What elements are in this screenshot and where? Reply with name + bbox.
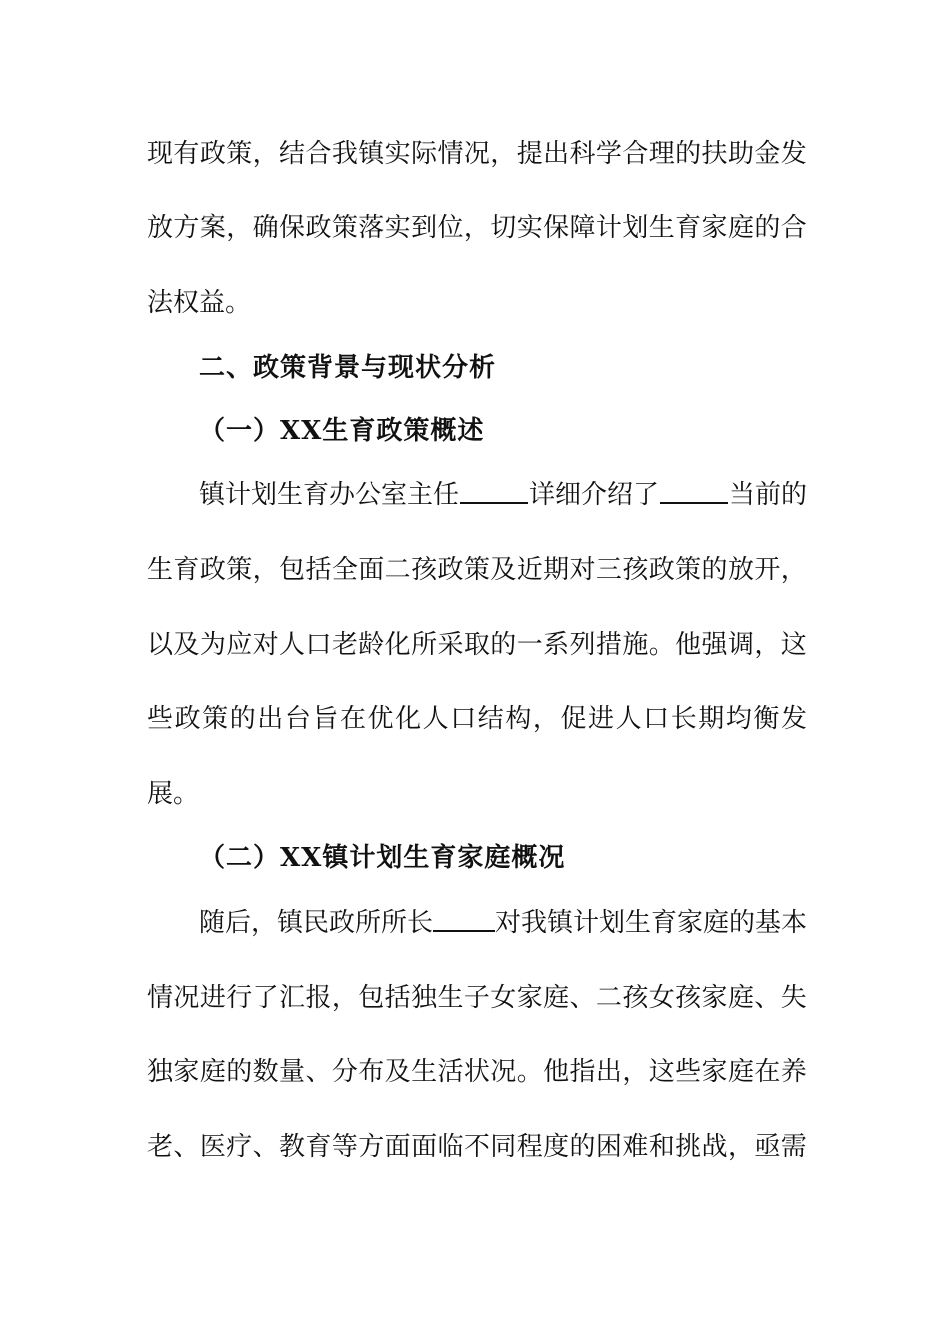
text-char: 确 — [252, 213, 279, 243]
text-char: 家 — [173, 1057, 200, 1087]
text-char: 孩 — [622, 983, 649, 1013]
text-char: 医 — [199, 1132, 226, 1162]
paragraph-line — [147, 213, 807, 243]
text-char: 、 — [252, 1132, 279, 1162]
text-char: 长 — [670, 704, 697, 734]
text-char: 状 — [463, 1057, 490, 1087]
text-char: 庭 — [543, 983, 570, 1013]
text-char: 临 — [437, 1132, 464, 1162]
text-char: 在 — [339, 704, 366, 734]
text-char: 的 — [490, 630, 517, 660]
text-char: 政 — [648, 555, 675, 585]
text-char: 开 — [754, 555, 781, 585]
text-char: 家 — [516, 983, 543, 1013]
text-char: 提 — [516, 139, 543, 169]
text-char: 进 — [199, 983, 226, 1013]
text-char: 出 — [257, 704, 284, 734]
text-char: 际 — [411, 139, 438, 169]
text-char: 老 — [331, 630, 358, 660]
text-char: ， — [727, 1132, 754, 1162]
text-char: 面 — [411, 1132, 438, 1162]
text-char: 庭 — [727, 1057, 754, 1087]
text-char: 情 — [437, 139, 464, 169]
text-char: 全 — [331, 555, 358, 585]
paragraph-text: 镇计划生育办公室主任 — [199, 480, 460, 510]
text-char: 二 — [595, 983, 622, 1013]
text-char: 优 — [367, 704, 394, 734]
text-char: 一 — [516, 630, 543, 660]
text-char: 及 — [490, 555, 517, 585]
text-char: 人 — [279, 630, 306, 660]
paragraph-line-with-blanks — [199, 908, 807, 938]
text-char: 养 — [780, 1057, 807, 1087]
text-char: 保 — [279, 213, 306, 243]
paragraph-text: 详细介绍了 — [528, 480, 659, 510]
paragraph-text: 随后，镇民政所所长 — [199, 908, 434, 938]
text-char: 障 — [569, 213, 596, 243]
text-char: 策 — [226, 139, 253, 169]
text-char: 括 — [384, 983, 411, 1013]
text-char: 对 — [252, 630, 279, 660]
text-char: 取 — [463, 630, 490, 660]
text-char: 发 — [780, 139, 807, 169]
text-char: 育 — [675, 213, 702, 243]
text-char: 期 — [698, 704, 725, 734]
text-char: 施 — [622, 630, 649, 660]
text-char: 促 — [560, 704, 587, 734]
paragraph-text: 当前的 — [728, 480, 807, 510]
paragraph-line — [147, 630, 807, 660]
text-char: 的 — [701, 555, 728, 585]
text-char: 实 — [384, 213, 411, 243]
text-char: 了 — [252, 983, 279, 1013]
text-char: 亟 — [754, 1132, 781, 1162]
text-char: 策 — [331, 213, 358, 243]
text-char: 生 — [411, 1057, 438, 1087]
text-char: 旨 — [312, 704, 339, 734]
text-char: 些 — [147, 704, 174, 734]
text-char: 调 — [727, 630, 754, 660]
text-char: 所 — [411, 630, 438, 660]
text-char: 案 — [199, 213, 226, 243]
text-char: 到 — [411, 213, 438, 243]
text-char: ， — [532, 704, 559, 734]
text-char: 的 — [226, 1057, 253, 1087]
text-char: 独 — [411, 983, 438, 1013]
text-char: 不 — [463, 1132, 490, 1162]
text-char: 、 — [305, 1057, 332, 1087]
text-char: 他 — [543, 1057, 570, 1087]
text-char: 他 — [675, 630, 702, 660]
text-char: 活 — [437, 1057, 464, 1087]
text-char: 策 — [202, 704, 229, 734]
text-char: 方 — [358, 1132, 385, 1162]
text-char: 镇 — [358, 139, 385, 169]
text-char: 台 — [284, 704, 311, 734]
text-char: 的 — [569, 1132, 596, 1162]
text-char: 布 — [358, 1057, 385, 1087]
text-char: 衡 — [753, 704, 780, 734]
text-char: 口 — [450, 704, 477, 734]
text-char: 生 — [648, 213, 675, 243]
text-char: 化 — [395, 704, 422, 734]
text-char: 为 — [199, 630, 226, 660]
text-char: 况 — [463, 139, 490, 169]
text-char: 口 — [643, 704, 670, 734]
text-char: 行 — [226, 983, 253, 1013]
text-char: 口 — [305, 630, 332, 660]
text-char: ， — [622, 1057, 649, 1087]
fill-in-blank — [433, 908, 495, 932]
text-char: 结 — [477, 704, 504, 734]
fill-in-blank — [660, 480, 728, 504]
text-char: ， — [226, 213, 253, 243]
text-char: 庭 — [727, 983, 754, 1013]
text-char: 孩 — [675, 983, 702, 1013]
text-char: 。 — [648, 630, 675, 660]
text-char: 政 — [174, 704, 201, 734]
text-char: 同 — [490, 1132, 517, 1162]
text-char: 和 — [648, 1132, 675, 1162]
text-char: 生 — [437, 983, 464, 1013]
text-char: 教 — [279, 1132, 306, 1162]
text-char: 家 — [701, 1057, 728, 1087]
fill-in-blank — [460, 480, 528, 504]
text-char: 需 — [780, 1132, 807, 1162]
text-char: 况 — [173, 983, 200, 1013]
text-char: 采 — [437, 630, 464, 660]
text-char: 独 — [147, 1057, 174, 1087]
text-char: 金 — [754, 139, 781, 169]
text-char: 三 — [595, 555, 622, 585]
text-char: ， — [780, 555, 807, 585]
text-char: ， — [252, 139, 279, 169]
text-char: ， — [252, 555, 279, 585]
text-char: 助 — [727, 139, 754, 169]
text-char: 生 — [147, 555, 174, 585]
text-char: 合 — [305, 139, 332, 169]
text-char: 合 — [780, 213, 807, 243]
text-char: 近 — [516, 555, 543, 585]
paragraph-line — [147, 704, 807, 734]
text-char: 构 — [505, 704, 532, 734]
text-char: 方 — [173, 213, 200, 243]
text-char: 庭 — [199, 1057, 226, 1087]
text-char: ， — [331, 983, 358, 1013]
text-char: 老 — [147, 1132, 174, 1162]
text-char: 面 — [384, 1132, 411, 1162]
text-char: 强 — [701, 630, 728, 660]
text-char: 政 — [437, 555, 464, 585]
text-char: 战 — [701, 1132, 728, 1162]
text-char: 及 — [384, 1057, 411, 1087]
text-char: 家 — [701, 213, 728, 243]
text-char: 程 — [516, 1132, 543, 1162]
paragraph-line — [147, 555, 807, 585]
text-char: 计 — [595, 213, 622, 243]
text-char: 均 — [725, 704, 752, 734]
text-char: 策 — [675, 555, 702, 585]
text-char: 政 — [199, 139, 226, 169]
subsection-heading: （一）XX生育政策概述 — [199, 416, 485, 446]
text-char: 出 — [595, 1057, 622, 1087]
text-char: 女 — [490, 983, 517, 1013]
text-char: 这 — [648, 1057, 675, 1087]
text-char: 家 — [701, 983, 728, 1013]
text-char: 期 — [543, 555, 570, 585]
text-char: 二 — [384, 555, 411, 585]
text-char: 我 — [331, 139, 358, 169]
text-char: 汇 — [279, 983, 306, 1013]
text-char: 数 — [252, 1057, 279, 1087]
text-char: 况 — [490, 1057, 517, 1087]
text-char: 子 — [463, 983, 490, 1013]
text-char: 系 — [543, 630, 570, 660]
text-char: 进 — [588, 704, 615, 734]
text-char: 这 — [780, 630, 807, 660]
text-char: 落 — [358, 213, 385, 243]
paragraph-line: 法权益。 — [147, 288, 252, 318]
text-char: 结 — [279, 139, 306, 169]
text-char: 等 — [331, 1132, 358, 1162]
text-char: 包 — [358, 983, 385, 1013]
paragraph-line — [147, 1057, 807, 1087]
text-char: 包 — [279, 555, 306, 585]
text-char: 人 — [422, 704, 449, 734]
text-char: ， — [490, 139, 517, 169]
text-char: 放 — [727, 555, 754, 585]
text-char: 、 — [569, 983, 596, 1013]
text-char: 在 — [754, 1057, 781, 1087]
text-char: 女 — [648, 983, 675, 1013]
text-char: 、 — [173, 1132, 200, 1162]
text-char: 应 — [226, 630, 253, 660]
text-char: 面 — [358, 555, 385, 585]
text-char: 切 — [490, 213, 517, 243]
text-char: 人 — [615, 704, 642, 734]
text-char: 的 — [675, 139, 702, 169]
paragraph-line-with-blanks — [199, 480, 807, 510]
text-char: 孩 — [411, 555, 438, 585]
text-char: 些 — [675, 1057, 702, 1087]
text-char: 庭 — [727, 213, 754, 243]
text-char: 理 — [648, 139, 675, 169]
text-char: 育 — [305, 1132, 332, 1162]
text-char: 政 — [199, 555, 226, 585]
text-char: 失 — [780, 983, 807, 1013]
paragraph-text: 对我镇计划生育家庭的基本 — [494, 908, 807, 938]
text-char: 度 — [543, 1132, 570, 1162]
text-char: 分 — [331, 1057, 358, 1087]
text-char: 措 — [595, 630, 622, 660]
text-char: 有 — [173, 139, 200, 169]
text-char: ， — [754, 630, 781, 660]
text-char: 发 — [780, 704, 807, 734]
text-char: 龄 — [358, 630, 385, 660]
text-char: 及 — [173, 630, 200, 660]
text-char: 扶 — [701, 139, 728, 169]
text-char: 策 — [226, 555, 253, 585]
text-char: 放 — [147, 213, 174, 243]
text-char: 困 — [595, 1132, 622, 1162]
paragraph-line — [147, 1132, 807, 1162]
text-char: 指 — [569, 1057, 596, 1087]
text-char: 政 — [305, 213, 332, 243]
text-char: 挑 — [675, 1132, 702, 1162]
text-char: 科 — [569, 139, 596, 169]
text-char: 列 — [569, 630, 596, 660]
subsection-heading: （二）XX镇计划生育家庭概况 — [199, 843, 566, 873]
text-char: 情 — [147, 983, 174, 1013]
text-char: 现 — [147, 139, 174, 169]
text-char: 的 — [229, 704, 256, 734]
text-char: 以 — [147, 630, 174, 660]
text-char: ， — [463, 213, 490, 243]
text-char: 保 — [543, 213, 570, 243]
section-heading: 二、政策背景与现状分析 — [199, 353, 497, 383]
text-char: 疗 — [226, 1132, 253, 1162]
text-char: 括 — [305, 555, 332, 585]
text-char: 实 — [384, 139, 411, 169]
text-char: 报 — [305, 983, 332, 1013]
text-char: 实 — [516, 213, 543, 243]
text-char: 的 — [754, 213, 781, 243]
text-char: 孩 — [622, 555, 649, 585]
text-char: 学 — [595, 139, 622, 169]
text-char: 。 — [516, 1057, 543, 1087]
text-char: 出 — [543, 139, 570, 169]
text-char: 位 — [437, 213, 464, 243]
text-char: 难 — [622, 1132, 649, 1162]
paragraph-line — [147, 139, 807, 169]
paragraph-line: 展。 — [147, 779, 200, 809]
text-char: 划 — [622, 213, 649, 243]
text-char: 化 — [384, 630, 411, 660]
text-char: 、 — [754, 983, 781, 1013]
text-char: 育 — [173, 555, 200, 585]
text-char: 对 — [569, 555, 596, 585]
text-char: 策 — [463, 555, 490, 585]
paragraph-line — [147, 983, 807, 1013]
text-char: 合 — [622, 139, 649, 169]
text-char: 量 — [279, 1057, 306, 1087]
